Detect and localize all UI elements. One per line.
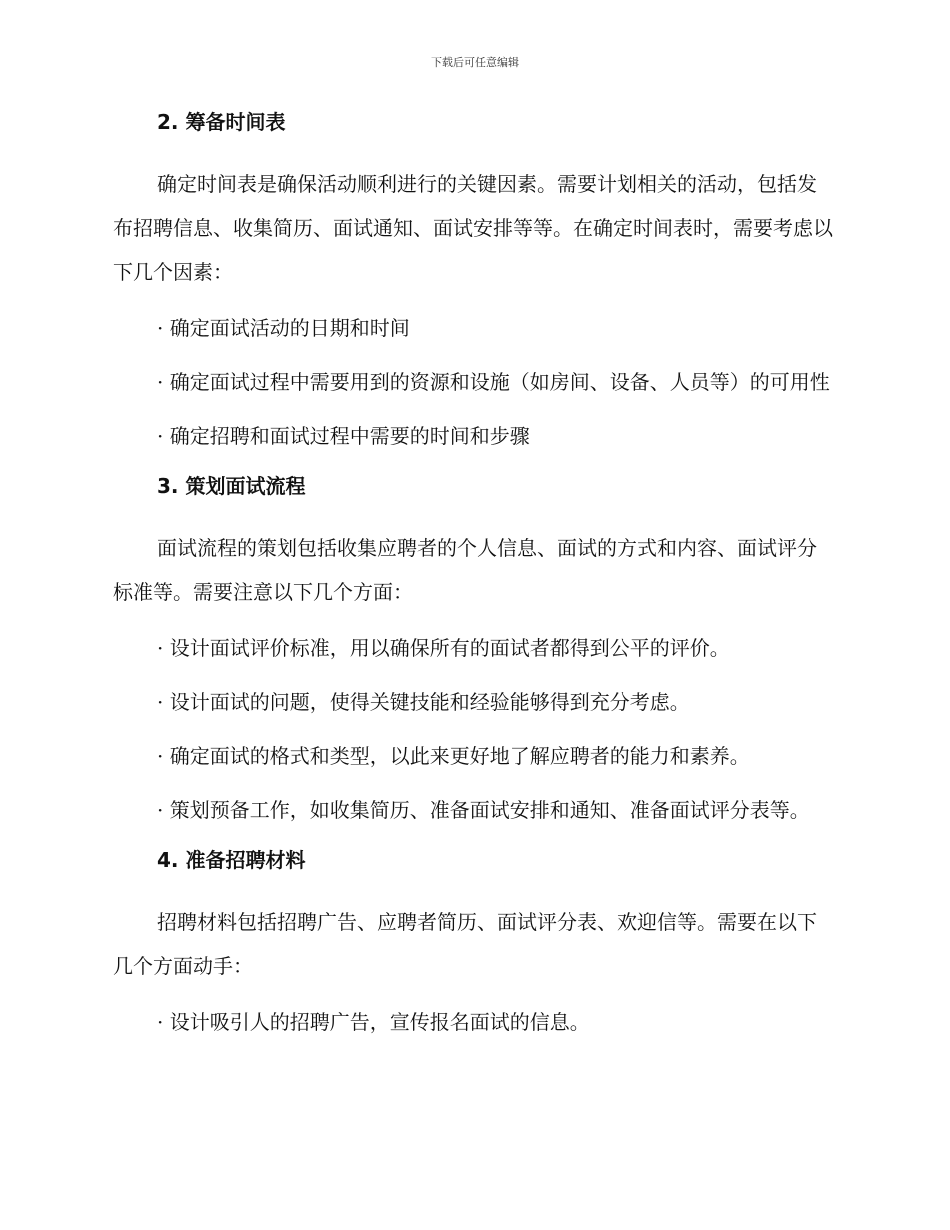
section-title: 2. 筹备时间表 bbox=[157, 110, 286, 134]
bullet-item: · 确定面试活动的日期和时间 bbox=[157, 316, 410, 340]
document-body bbox=[113, 108, 833, 1054]
section-title: 4. 准备招聘材料 bbox=[157, 848, 306, 872]
bullet-item: · 设计吸引人的招聘广告，宣传报名面试的信息。 bbox=[157, 1010, 590, 1034]
page-header: 下载后可任意编辑 bbox=[431, 56, 519, 69]
bullet-item: · 策划预备工作，如收集简历、准备面试安排和通知、准备面试评分表等。 bbox=[157, 798, 810, 822]
section-intro: 招聘材料包括招聘广告、应聘者简历、面试评分表、欢迎信等。需要在以下几个方面动手： bbox=[113, 910, 817, 978]
bullet-item: · 设计面试的问题，使得关键技能和经验能够得到充分考虑。 bbox=[157, 690, 690, 714]
bullet-item: · 确定面试过程中需要用到的资源和设施（如房间、设备、人员等）的可用性 bbox=[157, 370, 830, 394]
section-title: 3. 策划面试流程 bbox=[157, 474, 306, 498]
bullet-item: · 设计面试评价标准，用以确保所有的面试者都得到公平的评价。 bbox=[157, 636, 730, 660]
section-intro: 面试流程的策划包括收集应聘者的个人信息、面试的方式和内容、面试评分标准等。需要注意以下几个方面： bbox=[113, 536, 817, 604]
section-intro: 确定时间表是确保活动顺利进行的关键因素。需要计划相关的活动，包括发布招聘信息、收集简历、面试通知、面试安排等等。在确定时间表时，需要考虑以下几个因素： bbox=[113, 172, 833, 284]
bullet-item: · 确定招聘和面试过程中需要的时间和步骤 bbox=[157, 424, 530, 448]
bullet-item: · 确定面试的格式和类型，以此来更好地了解应聘者的能力和素养。 bbox=[157, 744, 750, 768]
